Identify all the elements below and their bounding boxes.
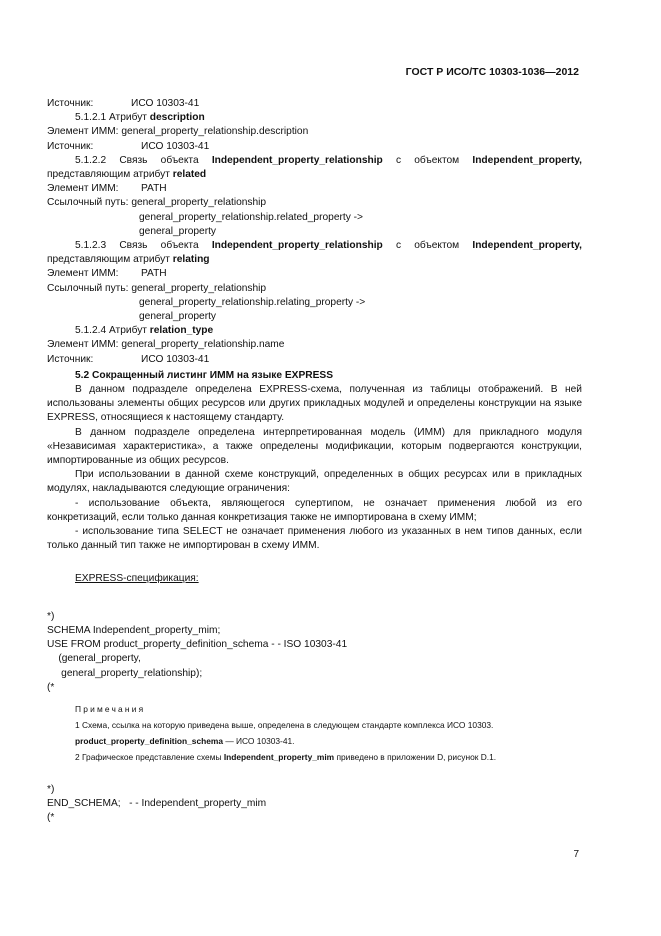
note-item: 2 Графическое представление схемы Independent_property_mim приведено в приложении D, рисунок D.1. <box>75 751 497 762</box>
code-line: (general_property, <box>47 653 141 665</box>
paragraph: В данном подразделе определена интерпретированная модель (ИММ) для прикладного модуля «Независимая характеристика», а также определены модификации, которым подвергаются конструкции, импортированные из общих ресурсов. <box>47 426 582 467</box>
reference-path-line: general_property_relationship.relating_property -> <box>139 296 366 308</box>
section-5-1-2-2-heading: 5.1.2.2 Связь объекта Independent_property_relationship с объектом Independent_property, <box>75 154 582 166</box>
code-line: USE FROM product_property_definition_schema - - ISO 10303-41 <box>47 639 348 651</box>
notes-title: Примечания <box>75 703 146 714</box>
paragraph: В данном подразделе определена EXPRESS-схема, полученная из таблицы отображений. В ней использованы элементы общих ресурсов или других прикладных модулей и определены конструкции на языке EXPRESS, относящиеся к настоящему стандарту. <box>47 384 582 424</box>
document-body <box>47 97 582 826</box>
section-5-2-heading: 5.2 Сокращенный листинг ИММ на языке EXPRESS <box>75 369 334 381</box>
express-code-block <box>47 783 582 826</box>
express-spec-label: EXPRESS-спецификация: <box>75 572 199 584</box>
reference-path-line: Ссылочный путь: general_property_relationship <box>47 282 267 294</box>
reference-path-line: general_property <box>139 311 217 323</box>
source-line: Источник: ИСО 10303-41 <box>47 353 210 365</box>
code-line: SCHEMA Independent_property_mim; <box>47 624 221 636</box>
note-item: product_property_definition_schema — ИСО 10303-41. <box>75 735 295 746</box>
code-line: (* <box>47 681 55 693</box>
mim-element-line: Элемент ИММ: general_property_relationship.description <box>47 126 309 138</box>
notes-block <box>47 701 582 765</box>
code-line: *) <box>47 610 55 622</box>
section-5-1-2-3-heading: 5.1.2.3 Связь объекта Independent_property_relationship с объектом Independent_property, <box>75 240 582 252</box>
mim-element-line: Элемент ИММ: PATH <box>47 183 167 195</box>
section-5-1-2-3-heading-cont: представляющим атрибут relating <box>47 254 210 266</box>
paragraph: При использовании в данной схеме конструкций, определенных в общих ресурсах или в прикладных модулях, накладываются следующие ограничения: <box>47 469 582 495</box>
list-item: - использование типа SELECT не означает применения любого из указанных в нем типов данных, если только данный тип также не импортирован в схему ИММ. <box>47 526 582 552</box>
note-item: 1 Схема, ссылка на которую приведена выше, определена в следующем стандарте комплекса ИСО 10303. <box>75 719 494 730</box>
code-line: *) <box>47 783 55 795</box>
code-line: (* <box>47 812 55 824</box>
page-number: 7 <box>573 849 579 860</box>
mim-element-line: Элемент ИММ: general_property_relationship.name <box>47 339 285 351</box>
section-5-1-2-2-heading-cont: представляющим атрибут related <box>47 169 207 181</box>
code-line: general_property_relationship); <box>47 667 203 679</box>
code-line: END_SCHEMA; - - Independent_property_mim <box>47 798 267 810</box>
list-item: - использование объекта, являющегося супертипом, не означает применения любой из его конкретизаций, если только данная конкретизация также не импортирована в схему ИММ; <box>47 497 582 523</box>
reference-path-line: general_property_relationship.related_property -> <box>139 211 363 223</box>
document-header: ГОСТ Р ИСО/ТС 10303-1036—2012 <box>405 66 579 78</box>
express-code-block <box>47 610 582 695</box>
reference-path-line: Ссылочный путь: general_property_relationship <box>47 197 267 209</box>
section-5-1-2-1-heading: 5.1.2.1 Атрибут description <box>75 112 205 124</box>
section-5-1-2-4-heading: 5.1.2.4 Атрибут relation_type <box>75 325 214 337</box>
mim-element-line: Элемент ИММ: PATH <box>47 268 167 280</box>
source-line: Источник: ИСО 10303-41 <box>47 98 200 109</box>
reference-path-line: general_property <box>139 225 217 237</box>
source-line: Источник: ИСО 10303-41 <box>47 140 210 152</box>
